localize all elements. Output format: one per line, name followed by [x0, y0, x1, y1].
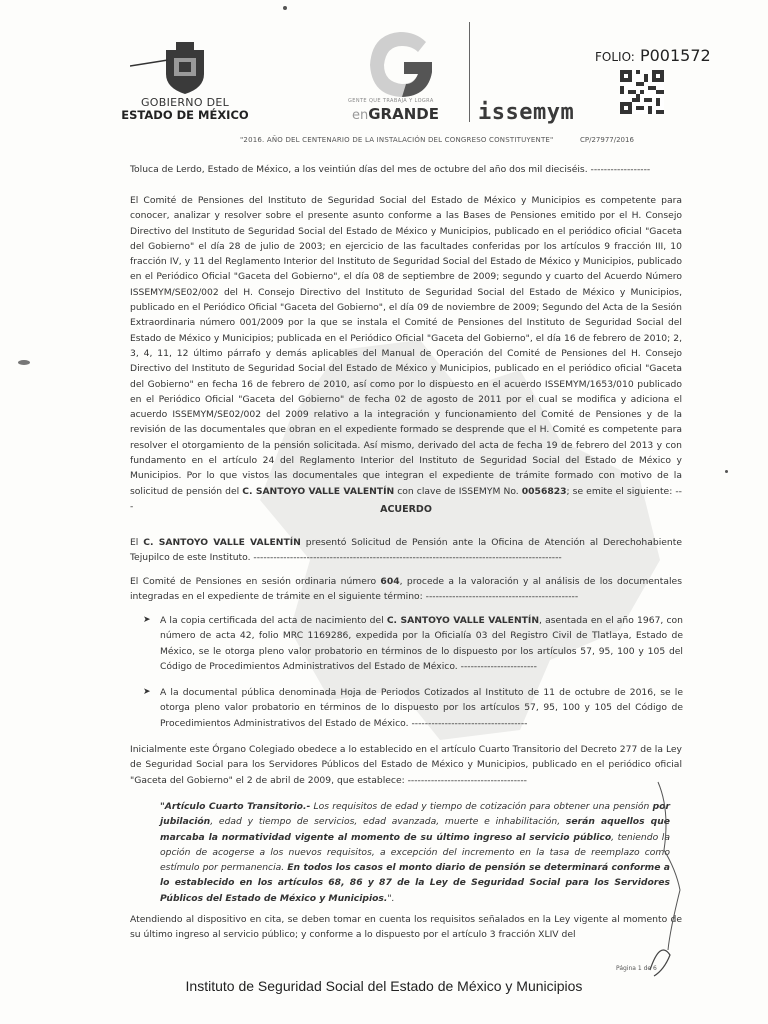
issemym-clave: 0056823: [521, 485, 567, 497]
article-quote: [160, 799, 670, 906]
competence-paragraph: [130, 193, 682, 514]
scan-speck: [283, 6, 287, 10]
arrow-bullet-icon: ➤: [143, 615, 151, 625]
folio-label: FOLIO:: [595, 50, 635, 64]
bullet-birth-certificate: [143, 613, 683, 674]
closing-paragraph: Atendiendo al dispositivo en cita, se deben tomar en cuenta los requisitos señalados en la Ley vigente al momento de su último ingreso al servicio público; y conforme a lo dispuesto por el artículo 3 fracción XLIV del: [130, 914, 682, 941]
bullet2-text: A la documental pública denominada Hoja de Periodos Cotizados al Instituto de 11 de octubre de 2016, se le otorga pleno valor probatorio en términos de lo dispuesto por los artículos 57, 95, 100 y 105 del Código de Procedimientos Administrativos del Estado de México. -----------------------------------: [160, 687, 683, 729]
grande-word: GRANDE: [368, 105, 439, 123]
handwritten-bracket-icon: [640, 780, 690, 980]
folio-value: P001572: [639, 46, 711, 65]
qr-code-icon: [620, 70, 664, 114]
section-heading: ACUERDO: [380, 504, 432, 515]
government-logo-text: [120, 96, 250, 122]
scan-speck: [725, 470, 728, 473]
competence-text-c: ; se emite el siguiente: ---: [130, 485, 682, 512]
bullet1-text-a: A la copia certificada del acta de nacimiento del: [160, 615, 387, 626]
year-motto: "2016. AÑO DEL CENTENARIO DE LA INSTALACIÓN DEL CONGRESO CONSTITUYENTE": [240, 136, 554, 144]
g-logo-icon: [366, 30, 436, 100]
session-text-b: , procede a la valoración y al análisis de los documentales integradas en el expediente de trámite en el siguiente término: ----------------------------------------------: [130, 576, 682, 603]
grande-wordmark: [352, 105, 439, 123]
gov-line2: ESTADO DE MÉXICO: [121, 108, 249, 122]
folio: [595, 46, 711, 65]
quote-end: ".: [387, 892, 395, 904]
acuerdo-name: C. SANTOYO VALLE VALENTÍN: [143, 537, 301, 548]
scan-speck: [18, 360, 30, 365]
acuerdo-text-a: El: [130, 537, 144, 548]
quote-bold-3: En todos los casos el monto diario de pensión se determinará conforme a lo establecido en los artículos 68, 86 y 87 de la Ley de Seguridad Social para los Servidores Públicos del Estado de México y Municipios.: [160, 862, 670, 904]
quote-title: "Artículo Cuarto Transitorio.-: [160, 801, 311, 812]
footer-institution: Instituto de Seguridad Social del Estado de México y Municipios: [185, 978, 583, 994]
competence-text-b: con clave de ISSEMYM No.: [394, 485, 522, 497]
bullet-contribution-sheet: [143, 685, 683, 731]
grande-prefix: en: [352, 108, 369, 123]
header-divider: [469, 22, 470, 122]
place-date: Toluca de Lerdo, Estado de México, a los veintiún días del mes de octubre del año dos mil dieciséis. ------------------: [130, 164, 651, 175]
quote-bold-1: por jubilación: [160, 801, 670, 828]
applicant-name: C. SANTOYO VALLE VALENTÍN: [242, 485, 395, 497]
seal-stroke-icon: [130, 58, 170, 68]
state-seal-icon: [160, 40, 210, 96]
bullet1-name: C. SANTOYO VALLE VALENTÍN: [386, 615, 540, 626]
grande-tagline: GENTE QUE TRABAJA Y LOGRA: [348, 98, 434, 104]
bullet1-text-b: , asentada en el año 1967, con número de acta 42, folio MRC 1169286, expedida por la Oficialía 03 del Registro Civil de Tlatlaya, Estado de México, se le otorga pleno valor probatorio en términos de lo dispuesto por los artículos 57, 95, 100 y 105 del Código de Procedimientos Administrativos del Estado de México. -----------------------: [160, 615, 683, 672]
arrow-bullet-icon: ➤: [143, 687, 151, 697]
page-number: Página 1 de 6: [616, 965, 657, 972]
gov-line1: GOBIERNO DEL: [140, 96, 230, 109]
quote-text-d: , teniendo la opción de acogerse a los nuevos requisitos, a excepción del incremento en la tasa de reemplazo como estímulo por permanencia.: [160, 831, 670, 874]
issemym-logo: issemym: [478, 100, 575, 125]
acuerdo-text-b: presentó Solicitud de Pensión ante la Oficina de Atención al Derechohabiente Tejupilco de este Instituto. ---------------------------------------------------------------------------------------------: [130, 537, 682, 564]
initial-paragraph: Inicialmente este Órgano Colegiado obedece a lo establecido en el artículo Cuarto Transitorio del Decreto 277 de la Ley de Seguridad Social para los Servidores Públicos del Estado de México y Municipios, publicado en el periódico oficial "Gaceta del Gobierno" el 2 de abril de 2009, que establece: ------------------------------------: [130, 744, 682, 786]
session-paragraph: [130, 574, 682, 605]
quote-bold-2: serán aquellos que marcaba la normatividad vigente al momento de su último ingreso al servicio público: [160, 816, 670, 843]
reference-code: CP/27977/2016: [580, 136, 634, 144]
quote-text-c: , edad y tiempo de servicios, edad avanzada, muerte e inhabilitación,: [210, 816, 566, 828]
competence-text-a: El Comité de Pensiones del Instituto de Seguridad Social del Estado de México y Municipios es competente para conocer, analizar y resolver sobre el presente asunto conforme a las Bases de Pensiones emitido por el H. Consejo Directivo del Instituto de Seguridad Social del Estado de México y Municipios, publicado en el periódico oficial "Gaceta del Gobierno" el día 28 de julio de 2003; en ejercicio de las facultades conferidas por los artículos 9 fracción III, 10 fracción IV, y 11 del Reglamento Interior del Instituto de Seguridad Social del Estado de México y Municipios, publicado en el Periódico Oficial "Gaceta del Gobierno", el día 08 de septiembre de 2009; segundo y cuarto del Acuerdo Número ISSEMYM/SE02/002 del H. Consejo Directivo del Instituto de Seguridad Social del Estado de México y Municipios, publicado en el Periódico Oficial "Gaceta del Gobierno", el día 09 de noviembre de 2009; Segundo del Acta de la Sesión Extraordinaria número 001/2009 por la que se instala el Comité de Pensiones del Instituto de Seguridad Social del Estado de México y Municipios; publicada en el Periódico Oficial "Gaceta del Gobierno", el día 16 de febrero de 2010; 2, 3, 4, 11, 12 último párrafo y demás aplicables del Manual de Operación del Comité de Pensiones del H. Consejo Directivo del Instituto de Seguridad Social del Estado de México y Municipios, publicado en el periódico oficial "Gaceta del Gobierno" en fecha 16 de febrero de 2010, así como por lo dispuesto en el acuerdo ISSEMYM/1653/010 publicado en el Periódico Oficial "Gaceta del Gobierno" de fecha 02 de agosto de 2011 por el cual se modifica y adiciona el acuerdo ISSEMYM/SE02/002 del 2009 relativo a la integración y funcionamiento del Comité de Pensiones y de la revisión de las documentales que obran en el expediente formado se desprende que el H. Comité es competente para resolver el otorgamiento de la pensión solicitada. Así mismo, derivado del acta de fecha 19 de febrero del 2013 y con fundamento en el artículo 24 del Reglamento Interior del Instituto de Seguridad Social del Estado de México y Municipios. Por lo que vistos las documentales que integran el expediente de trámite formado con motivo de la solicitud de pensión del: [130, 195, 682, 497]
session-number: 604: [380, 576, 400, 587]
acuerdo-paragraph: [130, 535, 682, 566]
session-text-a: El Comité de Pensiones en sesión ordinaria número: [130, 576, 381, 587]
quote-text-a: Los requisitos de edad y tiempo de cotización para obtener una pensión: [310, 801, 653, 812]
